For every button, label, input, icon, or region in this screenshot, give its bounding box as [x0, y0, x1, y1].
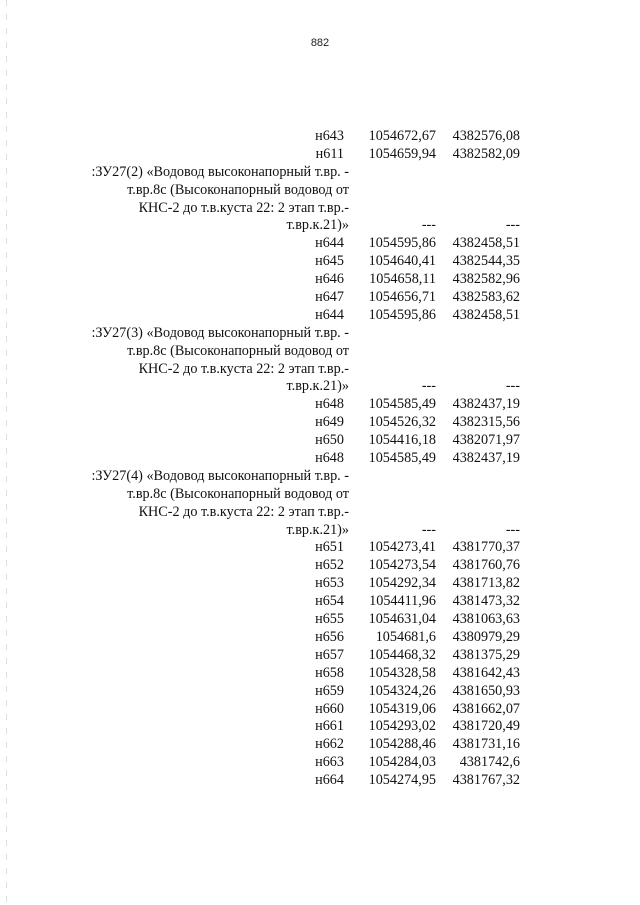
- coordinate-row: [60, 557, 520, 575]
- point-id: н661: [315, 718, 344, 735]
- point-id: н643: [315, 128, 344, 144]
- point-id: н611: [315, 145, 344, 162]
- section-title-line: т.вр.8с (Высоконапорный водовод от: [127, 342, 349, 359]
- coordinate-row: [60, 235, 520, 253]
- coordinate-x: 1054658,11: [369, 271, 436, 288]
- point-id: н660: [315, 700, 344, 717]
- coordinate-y: 4382315,56: [452, 414, 520, 431]
- section-title-line: КНС-2 до т.в.куста 22: 2 этап т.вр.-: [138, 360, 349, 377]
- coordinate-x: 1054585,49: [368, 450, 436, 467]
- coordinate-row: [60, 647, 520, 665]
- point-id: н659: [315, 682, 344, 699]
- coordinate-y: 4382437,19: [452, 396, 520, 413]
- coordinate-row: [60, 289, 520, 307]
- coordinate-x: 1054273,41: [368, 539, 436, 556]
- coordinate-x: 1054681,6: [375, 628, 436, 645]
- coordinate-row: [60, 718, 520, 736]
- coordinate-row: [60, 611, 520, 629]
- land-plot-section: [60, 164, 520, 236]
- section-title-line: т.вр.8с (Высоконапорный водовод от: [127, 181, 349, 198]
- coordinate-x: 1054595,86: [368, 306, 436, 323]
- coordinate-x: 1054273,54: [368, 557, 436, 574]
- coordinate-row: [60, 683, 520, 701]
- coordinate-x: 1054288,46: [368, 736, 436, 753]
- section-title-line: :ЗУ27(2) «Водовод высоконапорный т.вр. -: [91, 163, 349, 180]
- land-plot-section: [60, 468, 520, 540]
- dash-y: ---: [505, 217, 520, 234]
- coordinate-y: 4381063,63: [452, 611, 520, 628]
- section-title: [60, 325, 349, 397]
- coordinate-y: 4382071,97: [452, 432, 520, 449]
- coordinate-y: 4382582,09: [452, 145, 520, 162]
- coordinate-row: [60, 575, 520, 593]
- coordinate-row: [60, 701, 520, 719]
- coordinate-x: 1054292,34: [368, 575, 436, 592]
- coordinate-row: [60, 307, 520, 325]
- point-id: н658: [315, 664, 344, 681]
- coordinate-row: [60, 539, 520, 557]
- coordinate-y: 4381760,76: [452, 557, 520, 574]
- coordinate-y: 4381375,29: [452, 646, 520, 663]
- coordinate-row: [60, 450, 520, 468]
- section-title-line: КНС-2 до т.в.куста 22: 2 этап т.вр.-: [138, 503, 349, 520]
- point-id: н652: [315, 557, 344, 574]
- coordinate-row: [60, 253, 520, 271]
- point-id: н646: [315, 271, 344, 288]
- section-title-line: т.вр.к.21)»: [286, 217, 349, 234]
- point-id: н648: [315, 450, 344, 467]
- coordinate-x: 1054526,32: [368, 414, 436, 431]
- dash-x: ---: [421, 378, 436, 395]
- coordinate-y: 4381473,32: [452, 593, 520, 610]
- coordinate-x: 1054411,96: [369, 593, 436, 610]
- point-id: н644: [315, 235, 344, 252]
- coordinate-y: 4381662,07: [452, 700, 520, 717]
- coordinate-y: 4381642,43: [452, 664, 520, 681]
- point-id: н649: [315, 414, 344, 431]
- section-dash-row: [348, 522, 520, 540]
- coordinate-x: 1054328,58: [368, 664, 436, 681]
- section-title-line: :ЗУ27(3) «Водовод высоконапорный т.вр. -: [91, 324, 349, 341]
- section-title-line: т.вр.8с (Высоконапорный водовод от: [127, 485, 349, 502]
- coordinate-x: 1054468,32: [368, 646, 436, 663]
- coordinate-row: [60, 754, 520, 772]
- point-id: н648: [315, 396, 344, 413]
- point-id: н651: [315, 539, 344, 556]
- coordinate-y: 4382544,35: [452, 253, 520, 270]
- coordinate-x: 1054672,67: [368, 128, 436, 144]
- coordinate-y: 4381767,32: [452, 772, 520, 789]
- coordinate-row: [60, 271, 520, 289]
- point-id: н657: [315, 646, 344, 663]
- point-id: н654: [315, 593, 344, 610]
- coordinate-x: 1054640,41: [368, 253, 436, 270]
- coordinate-x: 1054595,86: [368, 235, 436, 252]
- coordinate-y: 4382458,51: [452, 306, 520, 323]
- coordinate-row: [60, 772, 520, 790]
- section-title: [60, 468, 349, 540]
- coordinate-x: 1054324,26: [368, 682, 436, 699]
- section-dash-row: [348, 217, 520, 235]
- section-title-line: КНС-2 до т.в.куста 22: 2 этап т.вр.-: [138, 199, 349, 216]
- point-id: н644: [315, 306, 344, 323]
- dash-x: ---: [421, 217, 436, 234]
- coordinate-x: 1054293,02: [368, 718, 436, 735]
- section-title: [60, 164, 349, 236]
- coordinate-y: 4382458,51: [452, 235, 520, 252]
- point-id: н662: [315, 736, 344, 753]
- coordinate-x: 1054319,06: [368, 700, 436, 717]
- point-id: н655: [315, 611, 344, 628]
- coordinate-listing: [60, 128, 520, 790]
- dash-y: ---: [505, 378, 520, 395]
- coordinate-row: [60, 736, 520, 754]
- coordinate-row: [60, 665, 520, 683]
- coordinate-x: 1054656,71: [368, 289, 436, 306]
- coordinate-row: [60, 146, 520, 164]
- coordinate-y: 4381742,6: [459, 754, 520, 771]
- coordinate-x: 1054631,04: [368, 611, 436, 628]
- coordinate-x: 1054416,18: [368, 432, 436, 449]
- coordinate-x: 1054274,95: [368, 772, 436, 789]
- page-number: 882: [310, 37, 330, 49]
- section-title-line: т.вр.к.21)»: [286, 378, 349, 395]
- coordinate-x: 1054284,03: [368, 754, 436, 771]
- coordinate-row: [60, 396, 520, 414]
- dash-x: ---: [421, 521, 436, 538]
- coordinate-row: [60, 414, 520, 432]
- point-id: н645: [315, 253, 344, 270]
- coordinate-y: 4382576,08: [452, 128, 520, 144]
- coordinate-y: 4380979,29: [452, 628, 520, 645]
- coordinate-x: 1054659,94: [368, 145, 436, 162]
- dash-y: ---: [505, 521, 520, 538]
- coordinate-y: 4381720,49: [452, 718, 520, 735]
- point-id: н664: [315, 772, 344, 789]
- coordinate-y: 4381770,37: [452, 539, 520, 556]
- coordinate-y: 4382582,96: [452, 271, 520, 288]
- point-id: н656: [315, 628, 344, 645]
- coordinate-y: 4382437,19: [452, 450, 520, 467]
- coordinate-row: [60, 593, 520, 611]
- coordinate-x: 1054585,49: [368, 396, 436, 413]
- point-id: н650: [315, 432, 344, 449]
- coordinate-y: 4381650,93: [452, 682, 520, 699]
- section-title-line: т.вр.к.21)»: [286, 521, 349, 538]
- coordinate-row: [60, 629, 520, 647]
- land-plot-section: [60, 325, 520, 397]
- point-id: н663: [315, 754, 344, 771]
- point-id: н653: [315, 575, 344, 592]
- section-title-line: :ЗУ27(4) «Водовод высоконапорный т.вр. -: [91, 467, 349, 484]
- scan-edge-artifact: [6, 0, 7, 905]
- point-id: н647: [315, 289, 344, 306]
- coordinate-row: [60, 432, 520, 450]
- coordinate-y: 4381731,16: [452, 736, 520, 753]
- coordinate-y: 4381713,82: [452, 575, 520, 592]
- coordinate-y: 4382583,62: [452, 289, 520, 306]
- coordinate-row: [60, 128, 520, 146]
- section-dash-row: [348, 378, 520, 396]
